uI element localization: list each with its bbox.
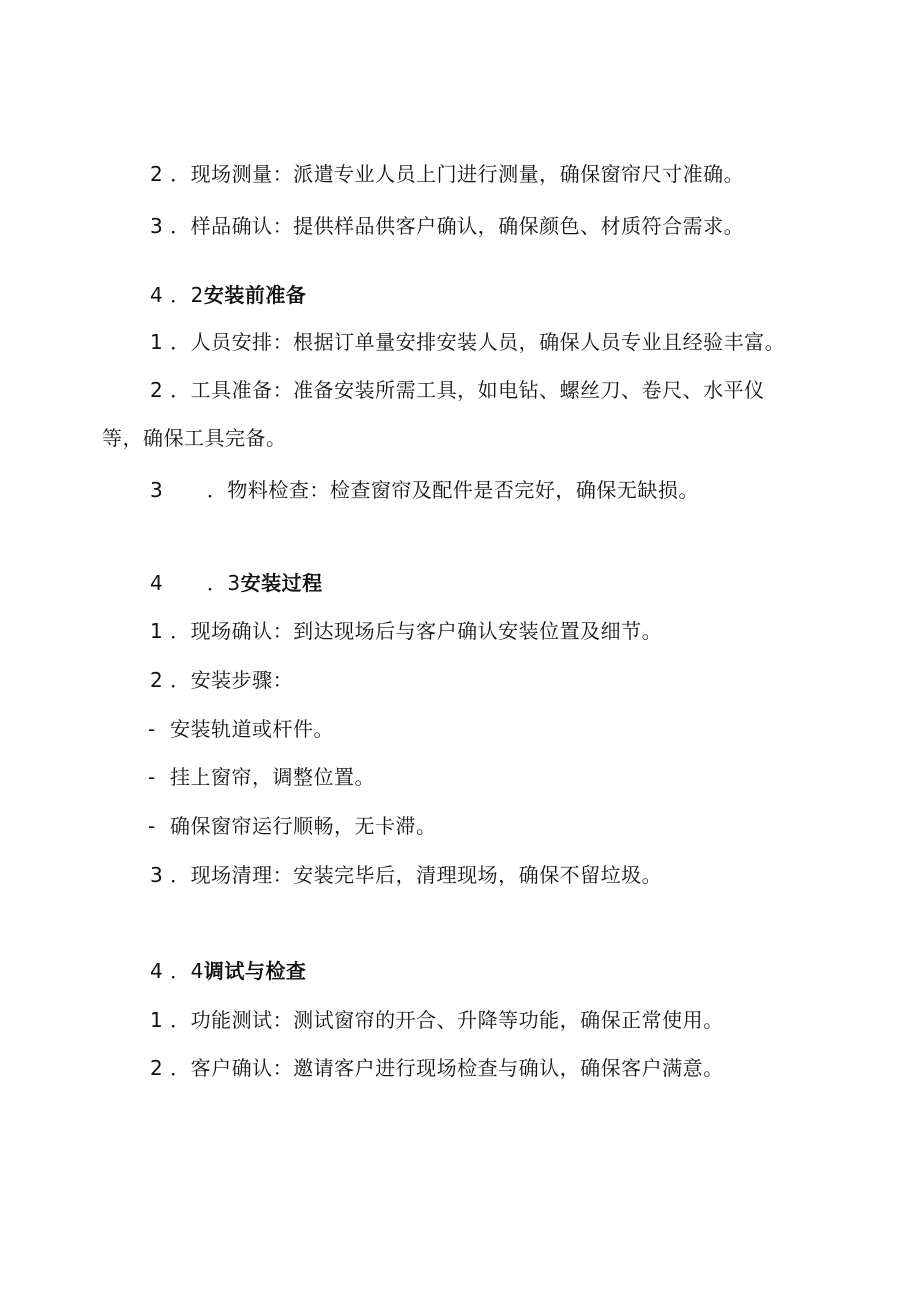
item-separator: ． — [170, 378, 191, 402]
section-heading — [150, 957, 306, 985]
list-item — [150, 1054, 724, 1082]
item-number: 1 — [150, 330, 164, 354]
list-item — [150, 160, 744, 188]
item-number: 2 — [150, 1056, 164, 1080]
bullet-item — [148, 812, 437, 840]
section-heading — [150, 281, 306, 309]
list-item-continuation — [102, 424, 287, 452]
item-number: 2 — [150, 378, 164, 402]
list-item — [150, 861, 662, 889]
item-text: 确保窗帘运行顺畅，无卡滞。 — [170, 814, 437, 838]
item-text: 现场测量：派遣专业人员上门进行测量，确保窗帘尺寸准确。 — [190, 162, 745, 186]
item-number: 3 — [150, 478, 164, 502]
item-text: 物料检查：检查窗帘及配件是否完好，确保无缺损。 — [227, 478, 699, 502]
item-text: 现场确认：到达现场后与客户确认安装位置及细节。 — [190, 619, 663, 643]
item-separator: ． — [170, 619, 191, 643]
list-item — [150, 328, 785, 356]
item-text: 等，确保工具完备。 — [102, 426, 287, 450]
item-text: 人员安排：根据订单量安排安装人员，确保人员专业且经验丰富。 — [190, 330, 786, 354]
heading-number: 4 — [150, 283, 164, 307]
list-item — [150, 1006, 724, 1034]
item-separator: ． — [206, 478, 228, 502]
list-item — [150, 666, 293, 694]
section-heading — [150, 569, 323, 597]
item-text: 挂上窗帘，调整位置。 — [170, 765, 375, 789]
item-text: 安装轨道或杆件。 — [170, 717, 334, 741]
item-number: 2 — [150, 162, 164, 186]
item-separator: ． — [170, 214, 191, 238]
heading-title: 安装前准备 — [203, 283, 307, 307]
item-text: 样品确认：提供样品供客户确认，确保颜色、材质符合需求。 — [190, 214, 745, 238]
item-separator: ． — [170, 162, 191, 186]
heading-title: 调试与检查 — [203, 959, 307, 983]
item-separator: ． — [170, 668, 191, 692]
item-number: 3 — [150, 214, 164, 238]
item-separator: ． — [170, 1008, 191, 1032]
list-item — [150, 476, 699, 504]
item-text: 安装步骤： — [190, 668, 294, 692]
list-item — [150, 212, 744, 240]
heading-subnumber: ．4 — [170, 959, 204, 983]
item-text: 工具准备：准备安装所需工具，如电钻、螺丝刀、卷尺、水平仪 — [190, 378, 765, 402]
item-number: 3 — [150, 863, 164, 887]
bullet-dash: - — [148, 717, 156, 741]
item-number: 1 — [150, 619, 164, 643]
heading-subnumber: ．3 — [206, 571, 241, 595]
item-text: 功能测试：测试窗帘的开合、升降等功能，确保正常使用。 — [190, 1008, 724, 1032]
heading-number: 4 — [150, 959, 164, 983]
bullet-item — [148, 763, 375, 791]
bullet-dash: - — [148, 765, 156, 789]
heading-subnumber: ．2 — [170, 283, 204, 307]
bullet-dash: - — [148, 814, 156, 838]
heading-title: 安装过程 — [240, 571, 323, 595]
item-number: 1 — [150, 1008, 164, 1032]
heading-number: 4 — [150, 571, 164, 595]
item-text: 客户确认：邀请客户进行现场检查与确认，确保客户满意。 — [190, 1056, 724, 1080]
list-item — [150, 376, 765, 404]
item-number: 2 — [150, 668, 164, 692]
bullet-item — [148, 715, 334, 743]
item-text: 现场清理：安装完毕后，清理现场，确保不留垃圾。 — [190, 863, 663, 887]
item-separator: ． — [170, 1056, 191, 1080]
item-separator: ． — [170, 863, 191, 887]
item-separator: ． — [170, 330, 191, 354]
list-item — [150, 617, 662, 645]
